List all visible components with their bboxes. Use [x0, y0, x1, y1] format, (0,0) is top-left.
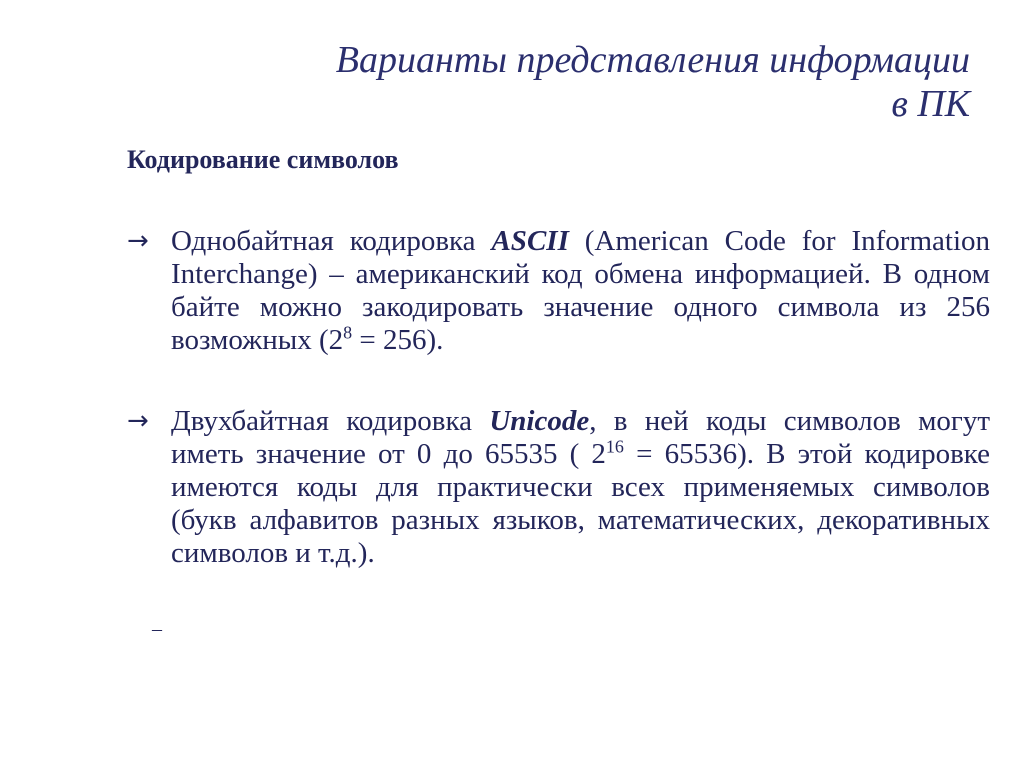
slide-title [170, 38, 970, 126]
right-arrow-icon: → [127, 226, 149, 256]
ascii-exponent: 8 [343, 322, 353, 343]
bullet-ascii-text [171, 225, 990, 357]
title-line-2: в ПК [891, 83, 970, 125]
bullet-unicode-after: , в ней коды символов могут иметь значение от 0 до 65535 ( 2 [171, 405, 990, 470]
section-heading: Кодирование символов [127, 145, 399, 174]
unicode-term: Unicode [489, 405, 590, 437]
right-arrow-icon: → [127, 406, 149, 436]
bullet-ascii [127, 225, 990, 357]
ascii-term: ASCII [491, 225, 569, 257]
trailing-dash: – [152, 618, 162, 640]
unicode-exponent: 16 [605, 436, 624, 457]
bullet-unicode-before: Двухбайтная кодировка [171, 405, 490, 437]
title-line-1: Варианты представления информации [335, 39, 970, 81]
bullet-unicode [127, 405, 990, 570]
bullet-ascii-before: Однобайтная кодировка [171, 225, 492, 257]
bullet-ascii-after: (American Code for Information Interchange) – американский код обмена информацией. В одном байте можно закодировать значение одного символа из 256 возможных (2 [171, 225, 991, 356]
bullet-unicode-tail: = 65536). В этой кодировке имеются коды для практически всех применяемых символов (букв алфавитов разных языков, математических, декоративных символов и т.д.). [171, 438, 990, 569]
bullet-ascii-tail: = 256). [352, 324, 444, 356]
bullet-unicode-text [171, 405, 990, 570]
